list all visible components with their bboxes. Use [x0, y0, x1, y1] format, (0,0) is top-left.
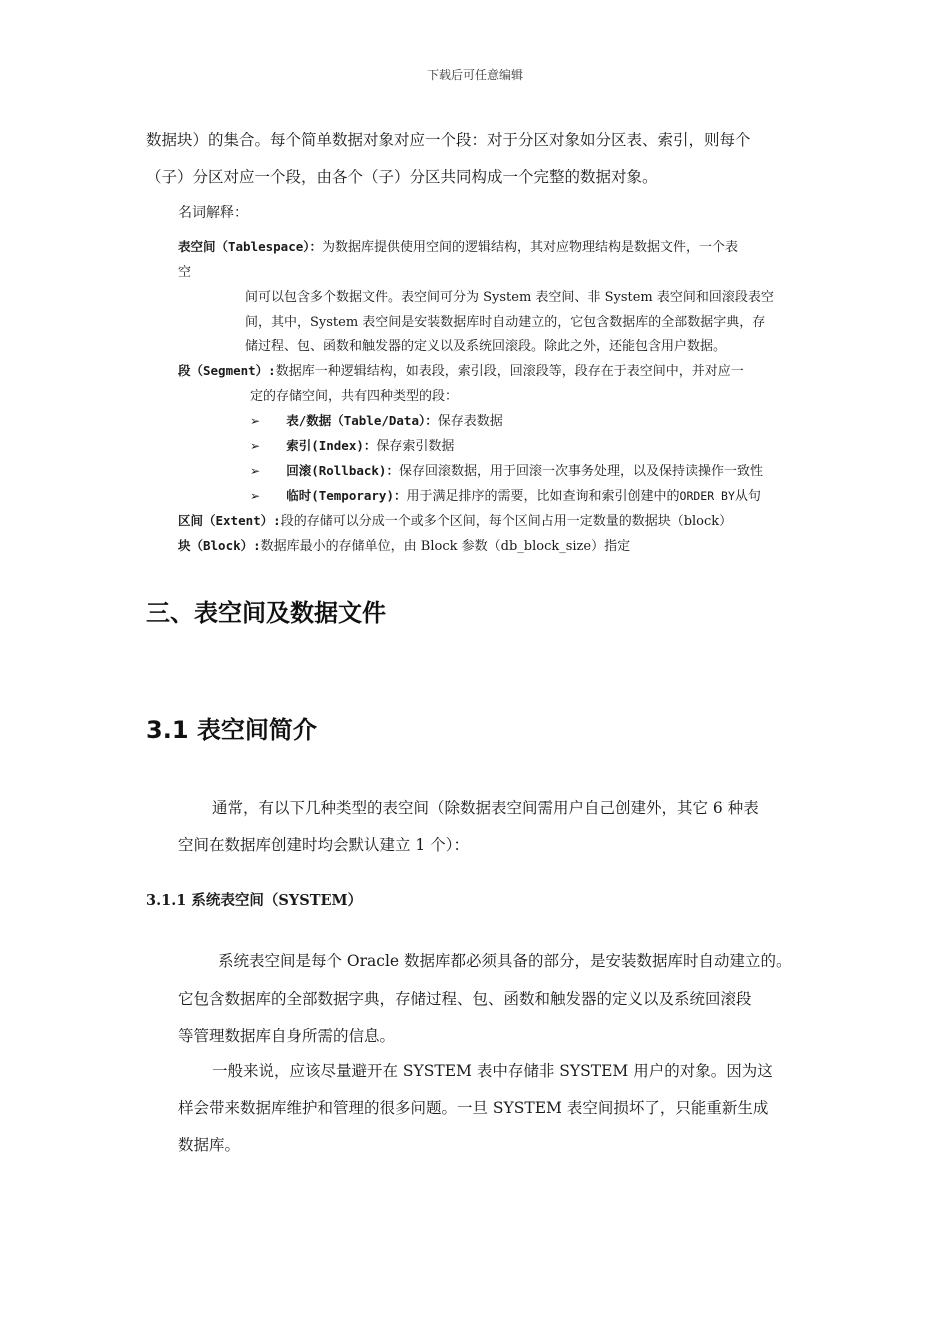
glossary-heading: 名词解释： [178, 205, 248, 221]
segment-type-term: 索引(Index)： [286, 438, 377, 453]
segment-desc-2: 定的存储空间，共有四种类型的段： [250, 389, 459, 404]
section-3-1-1-heading: 3.1.1 系统表空间（SYSTEM） [146, 892, 363, 909]
section-3-1-para-line-2: 空间在数据库创建时均会默认建立 1 个）： [178, 836, 469, 854]
section-3-1-para-line-1: 通常，有以下几种类型的表空间（除数据表空间需用户自己创建外，其它 6 种表 [212, 799, 759, 817]
segment-type-term: 回滚(Rollback)： [286, 463, 399, 478]
block-definition [178, 535, 630, 554]
tablespace-desc-3: 间可以包含多个数据文件。表空间可分为 System 表空间、非 System 表空间和回滚段表空 [245, 290, 774, 305]
segment-type-desc: 保存回滚数据，用于回滚一次事务处理，以及保持读操作一致性 [398, 464, 763, 479]
system-tablespace-para1-line-1: 系统表空间是每个 Oracle 数据库都必须具备的部分，是安装数据库时自动建立的。 [218, 952, 792, 970]
intro-line-1: 数据块）的集合。每个简单数据对象对应一个段：对于分区对象如分区表、索引，则每个 [146, 131, 751, 149]
system-tablespace-para2-line-1: 一般来说，应该尽量避开在 SYSTEM 表中存储非 SYSTEM 用户的对象。因为这 [212, 1062, 773, 1080]
segment-type-term: 临时(Temporary)： [286, 488, 407, 503]
extent-desc: 段的存储可以分成一个或多个区间，每个区间占用一定数量的数据块（block） [280, 514, 733, 529]
arrow-bullet-icon: ➢ [250, 414, 261, 428]
segment-term: 段（Segment）: [178, 363, 276, 378]
system-tablespace-para2-line-2: 样会带来数据库维护和管理的很多问题。一旦 SYSTEM 表空间损坏了，只能重新生成 [178, 1099, 769, 1117]
system-tablespace-para1-line-2: 它包含数据库的全部数据字典，存储过程、包、函数和触发器的定义以及系统回滚段 [178, 990, 752, 1008]
segment-type-item [250, 485, 761, 504]
segment-type-item [250, 460, 763, 479]
segment-type-item [250, 435, 454, 454]
tablespace-term: 表空间（Tablespace）： [178, 239, 323, 254]
extent-definition [178, 510, 732, 529]
arrow-bullet-icon: ➢ [250, 464, 261, 478]
tablespace-desc-1: 为数据库提供使用空间的逻辑结构，其对应物理结构是数据文件，一个表 [322, 240, 739, 255]
system-tablespace-para1-line-3: 等管理数据库自身所需的信息。 [178, 1027, 396, 1045]
order-by-code: ORDER BY [679, 489, 735, 503]
page-header: 下载后可任意编辑 [426, 68, 523, 82]
system-tablespace-para2-line-3: 数据库。 [178, 1136, 241, 1154]
block-term: 块（Block）: [178, 538, 261, 553]
tablespace-desc-2: 空 [178, 265, 192, 280]
segment-type-term: 表/数据（Table/Data）： [286, 413, 438, 428]
extent-term: 区间（Extent）: [178, 513, 281, 528]
tablespace-definition [178, 236, 738, 255]
block-desc: 数据库最小的存储单位，由 Block 参数（db_block_size）指定 [260, 539, 631, 554]
intro-line-2: （子）分区对应一个段，由各个（子）分区共同构成一个完整的数据对象。 [146, 168, 658, 186]
tablespace-desc-5: 储过程、包、函数和触发器的定义以及系统回滚段。除此之外，还能包含用户数据。 [245, 339, 727, 354]
section-3-heading: 三、表空间及数据文件 [146, 599, 386, 627]
arrow-bullet-icon: ➢ [250, 489, 261, 503]
segment-type-desc: 保存表数据 [437, 414, 503, 429]
tablespace-desc-4: 间，其中，System 表空间是安装数据库时自动建立的，它包含数据库的全部数据字典，存 [245, 315, 766, 330]
segment-type-desc: 保存索引数据 [376, 439, 455, 454]
arrow-bullet-icon: ➢ [250, 439, 261, 453]
section-3-1-heading: 3.1 表空间简介 [146, 716, 317, 744]
segment-desc-1: 数据库一种逻辑结构，如表段，索引段，回滚段等，段存在于表空间中，并对应一 [275, 364, 744, 379]
segment-type-desc: 用于满足排序的需要，比如查询和索引创建中的 [406, 489, 680, 504]
segment-definition [178, 360, 744, 379]
segment-type-item [250, 410, 503, 429]
segment-type-desc-end: 从句 [734, 489, 761, 504]
